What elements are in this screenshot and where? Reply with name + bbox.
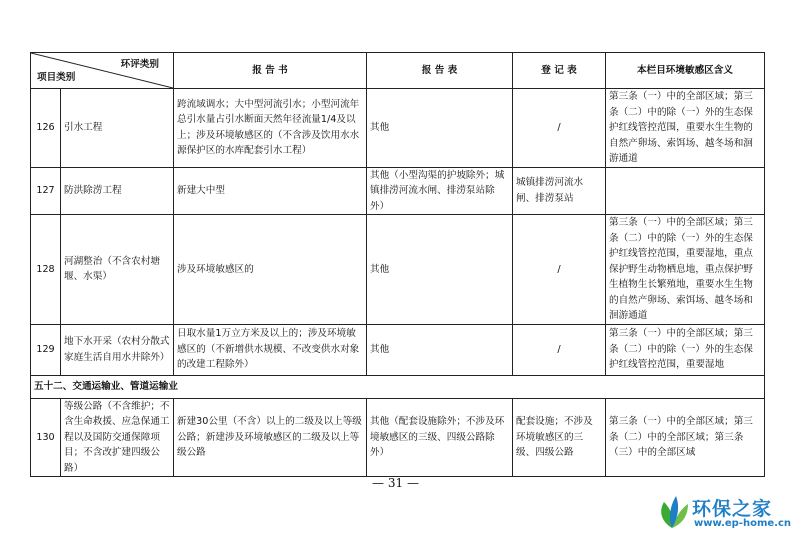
environmental-assessment-table [30,52,765,477]
row-number: 129 [31,324,61,375]
register-cell: / [513,215,606,325]
page-number: — 31 — [372,476,419,490]
header-register-form: 登 记 表 [513,53,606,89]
sensitive-area-cell: 第三条（一）中的全部区域；第三条（二）中的除（一）外的生态保护红线管控范围，重要水生生物的自然产卵场、索饵场、越冬场和洄游通道 [606,89,765,168]
table-row [31,167,765,215]
row-number: 126 [31,89,61,168]
report-form-cell: 其他（小型沟渠的护坡除外；城镇排涝河流水闸、排涝泵站除外） [367,167,513,215]
header-assessment-category: 环评类别 [120,59,159,70]
project-name: 防洪除涝工程 [61,167,174,215]
table-row [31,324,765,375]
report-form-cell: 其他 [367,89,513,168]
table-row [31,89,765,168]
register-cell: 城镇排涝河流水闸、排涝泵站 [513,167,606,215]
logo-url: www.ep-home.cn [694,518,791,529]
table-row [31,215,765,325]
project-name: 等级公路（不含维护；不含生命救援、应急保通工程以及国防交通保障项目；不含改扩建四级公路） [61,398,174,477]
table-row [31,398,765,477]
section-title: 五十二、交通运输业、管道运输业 [31,375,765,398]
table-header-row [31,53,765,89]
report-book-cell: 跨流域调水；大中型河流引水；小型河流年总引水量占引水断面天然年径流量1/4及以上；涉及环境敏感区的（不含涉及饮用水水源保护区的水库配套引水工程） [174,89,367,168]
header-report-book: 报 告 书 [174,53,367,89]
header-project-category: 项目类别 [37,71,76,83]
report-book-cell: 新建30公里（不含）以上的二级及以上等级公路；新建涉及环境敏感区的二级及以上等级公路 [174,398,367,477]
project-name: 地下水开采（农村分散式家庭生活自用水井除外） [61,324,174,375]
row-number: 127 [31,167,61,215]
sensitive-area-cell: 第三条（一）中的全部区域；第三条（二）中的除（一）外的生态保护红线管控范围，重要湿地 [606,324,765,375]
project-name: 河湖整治（不含农村塘堰、水渠） [61,215,174,325]
report-book-cell: 新建大中型 [174,167,367,215]
sensitive-area-cell [606,167,765,215]
report-form-cell: 其他（配套设施除外；不涉及环境敏感区的三级、四级公路除外） [367,398,513,477]
leaf-logo-icon [654,494,690,530]
header-report-form: 报 告 表 [367,53,513,89]
site-logo [654,494,791,530]
logo-name: 环保之家 [692,498,773,520]
row-number: 130 [31,398,61,477]
diagonal-header-cell [31,53,174,89]
row-number: 128 [31,215,61,325]
sensitive-area-cell: 第三条（一）中的全部区域；第三条（二）中的全部区域；第三条（三）中的全部区域 [606,398,765,477]
register-cell: / [513,89,606,168]
header-sensitive-area: 本栏目环境敏感区含义 [606,53,765,89]
section-row [31,375,765,398]
sensitive-area-cell: 第三条（一）中的全部区域；第三条（二）中的除（一）外的生态保护红线管控范围，重要湿地，重点保护野生动物栖息地，重点保护野生植物生长繁殖地，重要水生生物的自然产卵场、索饵场、越冬场和洄游通道 [606,215,765,325]
register-cell: / [513,324,606,375]
report-book-cell: 日取水量1万立方米及以上的；涉及环境敏感区的（不新增供水规模、不改变供水对象的改建工程除外） [174,324,367,375]
register-cell: 配套设施；不涉及环境敏感区的三级、四级公路 [513,398,606,477]
report-form-cell: 其他 [367,215,513,325]
report-book-cell: 涉及环境敏感区的 [174,215,367,325]
project-name: 引水工程 [61,89,174,168]
report-form-cell: 其他 [367,324,513,375]
